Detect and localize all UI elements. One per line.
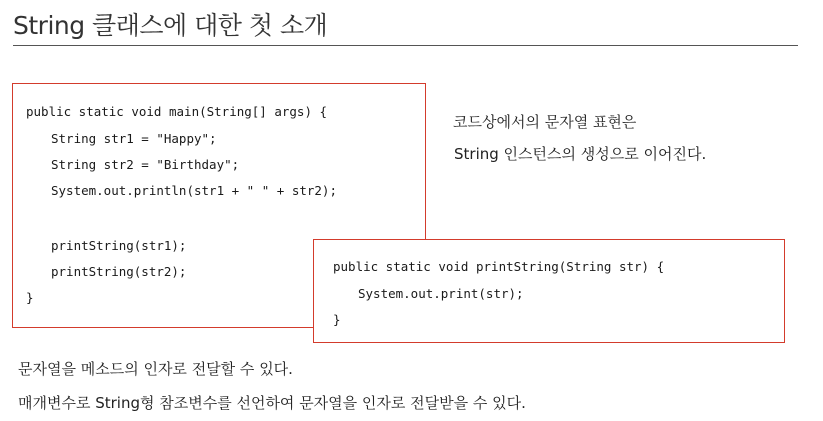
note-line-1: 코드상에서의 문자열 표현은 bbox=[453, 113, 637, 131]
code-line: String str1 = "Happy"; bbox=[51, 131, 217, 146]
summary-line-1: 문자열을 메소드의 인자로 전달할 수 있다. bbox=[18, 360, 293, 378]
code-line: public static void printString(String str) { bbox=[333, 259, 665, 274]
code-line: printString(str1); bbox=[51, 238, 187, 253]
title-divider bbox=[13, 45, 798, 46]
code-line: System.out.print(str); bbox=[358, 286, 524, 301]
code-line: printString(str2); bbox=[51, 264, 187, 279]
print-string-method-code-box bbox=[313, 239, 785, 343]
code-line: String str2 = "Birthday"; bbox=[51, 157, 240, 172]
code-line: } bbox=[333, 312, 341, 327]
code-line: public static void main(String[] args) { bbox=[26, 104, 328, 119]
code-line: System.out.println(str1 + " " + str2); bbox=[51, 183, 337, 198]
page-title: String 클래스에 대한 첫 소개 bbox=[13, 11, 328, 40]
code-line: } bbox=[26, 290, 34, 305]
note-line-2: String 인스턴스의 생성으로 이어진다. bbox=[454, 145, 707, 163]
summary-line-2: 매개변수로 String형 참조변수를 선언하여 문자열을 인자로 전달받을 수 있다. bbox=[18, 394, 526, 412]
